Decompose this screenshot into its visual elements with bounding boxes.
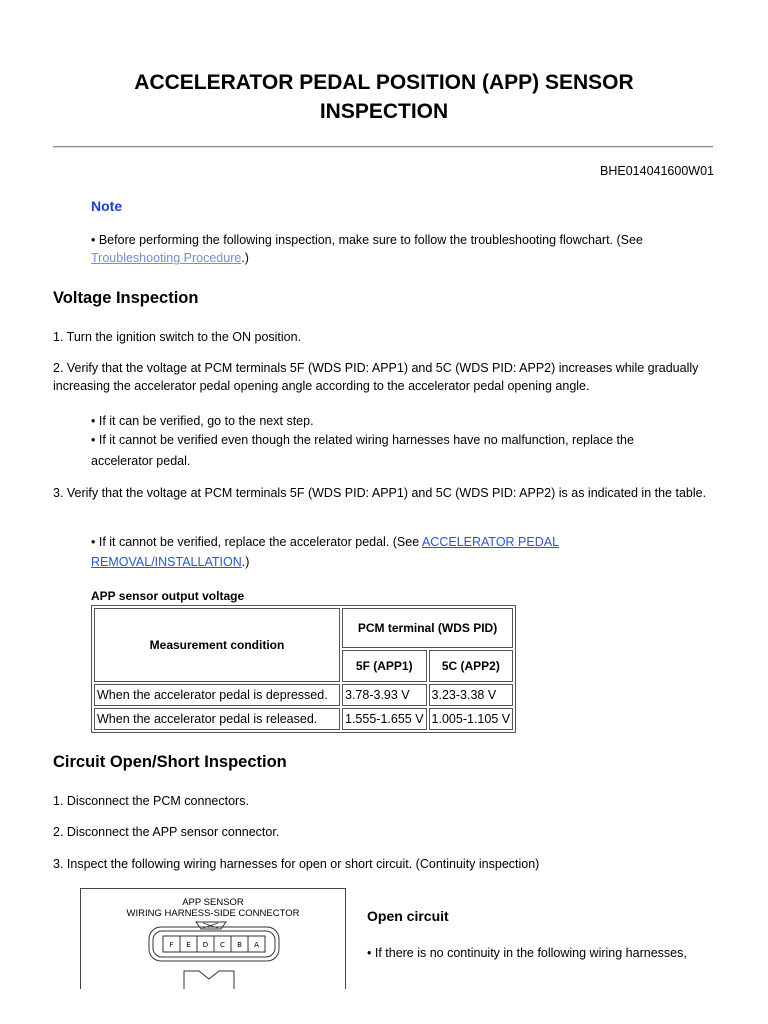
header-5c-app2: 5C (APP2): [429, 650, 514, 682]
voltage-bullet-2: • If it cannot be verified even though the related wiring harnesses have no malfunction, replace the accelerator pedal.: [91, 433, 634, 468]
note-label: Note: [91, 198, 123, 214]
pin-b: B: [237, 941, 242, 949]
note-text: • Before performing the following inspection, make sure to follow the troubleshooting flowchart. (See Troubleshooting Procedure.): [91, 233, 643, 265]
table-caption: APP sensor output voltage: [91, 589, 245, 603]
cell-app2: 3.23-3.38 V: [429, 684, 514, 706]
circuit-step-3: 3. Inspect the following wiring harnesses for open or short circuit. (Continuity inspection): [53, 857, 540, 871]
cell-app1: 3.78-3.93 V: [342, 684, 427, 706]
pin-f: F: [169, 941, 174, 949]
header-pcm-terminal: PCM terminal (WDS PID): [342, 608, 513, 648]
title-divider: [53, 146, 713, 148]
cell-app1: 1.555-1.655 V: [342, 708, 427, 730]
voltage-bullet-1: • If it can be verified, go to the next step.: [91, 414, 314, 428]
voltage-step-2: 2. Verify that the voltage at PCM terminals 5F (WDS PID: APP1) and 5C (WDS PID: APP2) increases while gradually increasing the accelerator pedal opening angle according to the accelerator pedal opening angle.: [53, 361, 699, 393]
table-row: [94, 684, 513, 706]
troubleshooting-procedure-link[interactable]: Troubleshooting Procedure: [91, 251, 242, 265]
cell-condition: When the accelerator pedal is released.: [94, 708, 340, 730]
cell-app2: 1.005-1.105 V: [429, 708, 514, 730]
pin-d: D: [202, 941, 209, 949]
cell-condition: When the accelerator pedal is depressed.: [94, 684, 340, 706]
header-measurement-condition: Measurement condition: [94, 608, 340, 682]
diagram-label-line2: WIRING HARNESS-SIDE CONNECTOR: [126, 908, 300, 919]
voltage-step-1: 1. Turn the ignition switch to the ON position.: [53, 330, 302, 344]
page-title: ACCELERATOR PEDAL POSITION (APP) SENSOR INSPECTION: [134, 71, 634, 123]
circuit-inspection-heading: Circuit Open/Short Inspection: [53, 753, 287, 771]
voltage-bullet-3: • If it cannot be verified, replace the accelerator pedal. (See ACCELERATOR PEDAL REMOVAL/INSTALLATION.): [91, 535, 560, 569]
app-voltage-table: [91, 605, 516, 733]
circuit-step-2: 2. Disconnect the APP sensor connector.: [53, 825, 280, 839]
document-id: BHE014041600W01: [600, 164, 714, 178]
accelerator-pedal-removal-link[interactable]: ACCELERATOR PEDAL REMOVAL/INSTALLATION: [91, 535, 560, 569]
table-row: [94, 708, 513, 730]
connector-diagram: [80, 888, 346, 989]
circuit-step-1: 1. Disconnect the PCM connectors.: [53, 794, 249, 808]
open-circuit-text: • If there is no continuity in the following wiring harnesses,: [367, 946, 687, 960]
pin-c: C: [220, 941, 225, 949]
header-5f-app1: 5F (APP1): [342, 650, 427, 682]
pin-a: A: [254, 941, 259, 949]
connector-drawing: [81, 889, 345, 989]
voltage-inspection-heading: Voltage Inspection: [53, 289, 199, 307]
pin-e: E: [186, 941, 191, 949]
open-circuit-heading: Open circuit: [367, 908, 449, 924]
diagram-label-line1: APP SENSOR: [182, 897, 244, 908]
voltage-step-3: 3. Verify that the voltage at PCM terminals 5F (WDS PID: APP1) and 5C (WDS PID: APP2) is as indicated in the table.: [53, 486, 707, 500]
